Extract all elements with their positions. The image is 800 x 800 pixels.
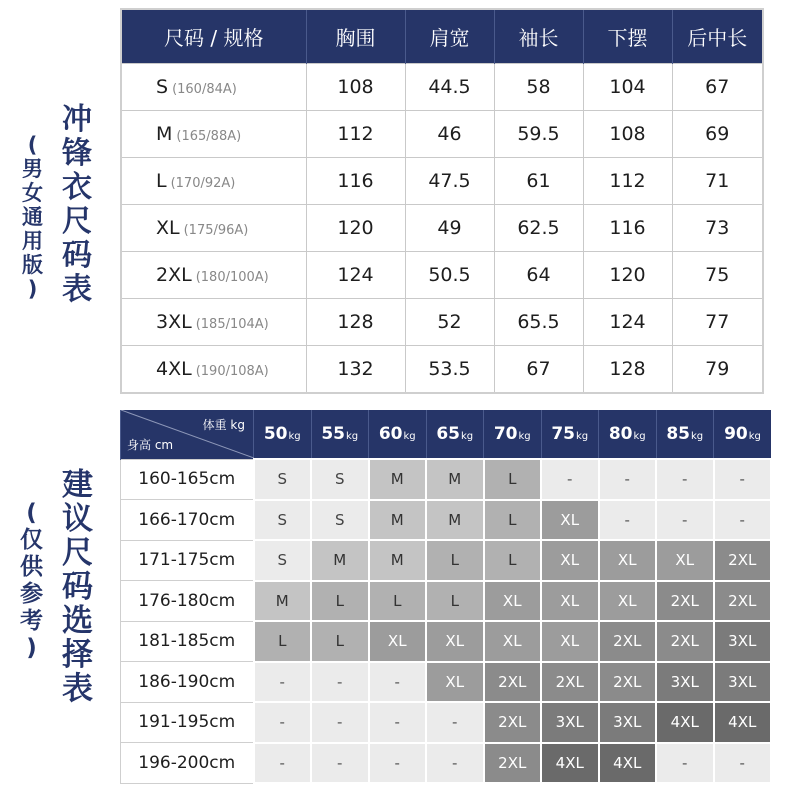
size-label-cell [121, 346, 306, 394]
size-label-cell [121, 299, 306, 346]
recommended-size-cell: 2XL [599, 662, 657, 703]
size-table-row [121, 64, 763, 111]
recommend-chart-title-char: 表 [62, 671, 93, 707]
height-axis-label: 身高 cm [127, 437, 174, 452]
recommended-size-cell: 2XL [484, 743, 542, 784]
recommend-chart-title-char: 建 [62, 467, 93, 503]
recommended-size-cell: XL [484, 581, 542, 622]
recommended-size-cell: L [484, 540, 542, 581]
size-height-chest-code: (180/100A) [195, 270, 269, 285]
recommended-size-cell: M [369, 540, 427, 581]
size-table-row [121, 111, 763, 158]
weight-value: 90 [724, 424, 748, 444]
recommended-size-cell: XL [426, 621, 484, 662]
measurement-cell: 59.5 [494, 111, 583, 158]
size-code: S [156, 76, 169, 98]
height-range-cell: 196-200cm [121, 743, 254, 784]
recommended-size-cell: M [369, 459, 427, 500]
measurement-cell: 116 [583, 205, 672, 252]
size-chart-title-char: 锋 [62, 136, 92, 171]
measurement-cell: 132 [306, 346, 405, 394]
recommended-size-cell: 3XL [599, 702, 657, 743]
recommend-chart-subtitle-char: ( [26, 500, 37, 526]
recommended-size-cell: - [369, 702, 427, 743]
size-chart-title-char: 衣 [62, 170, 92, 205]
recommend-chart-title-char: 码 [62, 569, 93, 605]
size-label-cell [121, 205, 306, 252]
weight-unit: kg [691, 431, 704, 442]
size-height-chest-code: (175/96A) [183, 223, 249, 238]
recommended-size-cell: L [254, 621, 312, 662]
measurement-cell: 120 [306, 205, 405, 252]
size-chart-subtitle-char: 版 [22, 253, 43, 277]
recommended-size-cell: L [426, 581, 484, 622]
recommend-chart-title [62, 467, 93, 708]
size-chart-title-char: 表 [62, 272, 92, 307]
recommended-size-cell: - [369, 743, 427, 784]
recommend-row [121, 581, 772, 622]
recommend-chart-title-char: 尺 [62, 535, 93, 571]
size-table-header-cell: 袖长 [494, 9, 583, 64]
height-range-cell: 166-170cm [121, 500, 254, 541]
weight-header-cell [656, 410, 714, 459]
measurement-cell: 77 [672, 299, 763, 346]
weight-unit: kg [403, 431, 416, 442]
recommended-size-cell: - [656, 459, 714, 500]
size-recommend-table [120, 410, 772, 784]
measurement-cell: 108 [306, 64, 405, 111]
size-table-header-row [121, 9, 763, 64]
size-table-header-cell: 尺码 / 规格 [121, 9, 306, 64]
recommended-size-cell: 4XL [541, 743, 599, 784]
recommended-size-cell: L [484, 459, 542, 500]
recommend-chart-subtitle-char: 供 [20, 554, 43, 580]
recommend-row [121, 540, 772, 581]
size-table-header-cell: 下摆 [583, 9, 672, 64]
weight-value: 75 [551, 424, 576, 444]
measurement-cell: 62.5 [494, 205, 583, 252]
size-code: M [156, 123, 173, 145]
weight-header-cell [426, 410, 484, 459]
measurement-cell: 120 [583, 252, 672, 299]
size-height-chest-code: (165/88A) [176, 129, 242, 144]
size-chart-subtitle [22, 135, 43, 303]
recommended-size-cell: L [369, 581, 427, 622]
measurement-cell: 112 [306, 111, 405, 158]
measurement-cell: 53.5 [405, 346, 494, 394]
size-chart-title-char: 尺 [62, 204, 92, 239]
weight-unit: kg [518, 431, 531, 442]
weight-header-cell [311, 410, 369, 459]
size-height-chest-code: (190/108A) [195, 364, 269, 379]
weight-value: 80 [608, 424, 633, 444]
recommended-size-cell: 4XL [599, 743, 657, 784]
recommended-size-cell: XL [541, 581, 599, 622]
measurement-cell: 67 [494, 346, 583, 394]
measurement-cell: 49 [405, 205, 494, 252]
recommended-size-cell: 3XL [714, 621, 772, 662]
size-label-cell [121, 111, 306, 158]
recommended-size-cell: XL [599, 540, 657, 581]
weight-unit: kg [748, 431, 761, 442]
recommend-chart-subtitle-char: 仅 [20, 527, 43, 553]
size-label-cell [121, 64, 306, 111]
recommended-size-cell: - [254, 743, 312, 784]
weight-value: 55 [321, 424, 346, 444]
height-range-cell: 186-190cm [121, 662, 254, 703]
recommended-size-cell: XL [541, 540, 599, 581]
measurement-cell: 50.5 [405, 252, 494, 299]
measurement-cell: 46 [405, 111, 494, 158]
recommend-chart-subtitle-char: ) [26, 635, 37, 661]
recommend-chart-title-char: 议 [62, 501, 93, 537]
recommend-row [121, 459, 772, 500]
size-spec-table [120, 8, 764, 394]
recommended-size-cell: S [254, 540, 312, 581]
size-chart-title-char: 冲 [62, 102, 92, 137]
recommended-size-cell: - [714, 459, 772, 500]
height-range-cell: 171-175cm [121, 540, 254, 581]
weight-header-cell [599, 410, 657, 459]
recommended-size-cell: XL [599, 581, 657, 622]
recommended-size-cell: S [311, 459, 369, 500]
recommend-chart-title-char: 择 [62, 637, 93, 673]
weight-unit: kg [633, 431, 646, 442]
recommended-size-cell: - [311, 743, 369, 784]
measurement-cell: 75 [672, 252, 763, 299]
measurement-cell: 67 [672, 64, 763, 111]
weight-header-cell [369, 410, 427, 459]
size-chart-subtitle-char: 女 [22, 181, 43, 205]
measurement-cell: 79 [672, 346, 763, 394]
measurement-cell: 58 [494, 64, 583, 111]
recommended-size-cell: 2XL [599, 621, 657, 662]
recommend-chart-subtitle-char: 考 [20, 608, 43, 634]
size-chart-subtitle-char: 男 [22, 157, 43, 181]
recommended-size-cell: M [426, 500, 484, 541]
recommend-chart-subtitle [20, 502, 43, 664]
recommended-size-cell: M [426, 459, 484, 500]
measurement-cell: 44.5 [405, 64, 494, 111]
measurement-cell: 104 [583, 64, 672, 111]
size-chart-title [62, 102, 92, 309]
size-table-row [121, 299, 763, 346]
measurement-cell: 128 [306, 299, 405, 346]
recommended-size-cell: 4XL [714, 702, 772, 743]
recommended-size-cell: XL [541, 621, 599, 662]
height-range-cell: 181-185cm [121, 621, 254, 662]
recommend-row [121, 621, 772, 662]
recommended-size-cell: S [254, 500, 312, 541]
recommend-chart-subtitle-char: 参 [20, 581, 43, 607]
weight-value: 85 [666, 424, 691, 444]
size-height-chest-code: (160/84A) [172, 82, 237, 97]
recommended-size-cell: - [714, 743, 772, 784]
size-height-chest-code: (170/92A) [170, 176, 236, 191]
measurement-cell: 128 [583, 346, 672, 394]
recommended-size-cell: XL [426, 662, 484, 703]
weight-value: 60 [378, 424, 403, 444]
weight-axis-label: 体重 kg [202, 418, 245, 432]
recommended-size-cell: XL [484, 621, 542, 662]
weight-header-cell [541, 410, 599, 459]
measurement-cell: 65.5 [494, 299, 583, 346]
measurement-cell: 124 [583, 299, 672, 346]
recommended-size-cell: - [656, 500, 714, 541]
recommended-size-cell: - [599, 500, 657, 541]
recommended-size-cell: - [426, 702, 484, 743]
recommended-size-cell: S [311, 500, 369, 541]
size-code: L [156, 170, 167, 192]
recommended-size-cell: L [484, 500, 542, 541]
weight-header-cell [484, 410, 542, 459]
height-range-cell: 160-165cm [121, 459, 254, 500]
measurement-cell: 73 [672, 205, 763, 252]
height-range-cell: 176-180cm [121, 581, 254, 622]
recommended-size-cell: M [369, 500, 427, 541]
size-table-header-cell: 胸围 [306, 9, 405, 64]
height-range-cell: 191-195cm [121, 702, 254, 743]
measurement-cell: 124 [306, 252, 405, 299]
weight-value: 65 [436, 424, 461, 444]
size-table-row [121, 205, 763, 252]
size-label-cell [121, 158, 306, 205]
size-height-chest-code: (185/104A) [195, 317, 269, 332]
measurement-cell: 64 [494, 252, 583, 299]
recommended-size-cell: - [656, 743, 714, 784]
recommend-header-row [121, 410, 772, 459]
recommended-size-cell: - [426, 743, 484, 784]
size-code: 3XL [156, 311, 192, 333]
recommended-size-cell: 3XL [714, 662, 772, 703]
size-table-row [121, 346, 763, 394]
weight-value: 70 [493, 424, 518, 444]
size-chart-subtitle-char: ) [27, 277, 38, 301]
size-table-header-cell: 肩宽 [405, 9, 494, 64]
size-chart-subtitle-char: ( [27, 133, 38, 157]
recommend-row [121, 743, 772, 784]
weight-header-cell [254, 410, 312, 459]
weight-value: 50 [263, 424, 288, 444]
recommended-size-cell: 4XL [656, 702, 714, 743]
size-code: 4XL [156, 358, 192, 380]
recommended-size-cell: - [254, 702, 312, 743]
recommended-size-cell: - [541, 459, 599, 500]
size-code: XL [156, 217, 180, 239]
size-label-cell [121, 252, 306, 299]
recommended-size-cell: 2XL [656, 581, 714, 622]
recommended-size-cell: S [254, 459, 312, 500]
size-table-row [121, 158, 763, 205]
measurement-cell: 52 [405, 299, 494, 346]
recommended-size-cell: - [369, 662, 427, 703]
recommended-size-cell: - [599, 459, 657, 500]
size-chart-subtitle-char: 用 [22, 229, 43, 253]
recommended-size-cell: - [311, 702, 369, 743]
recommended-size-cell: L [311, 621, 369, 662]
measurement-cell: 108 [583, 111, 672, 158]
size-chart-title-char: 码 [62, 238, 92, 273]
recommended-size-cell: XL [369, 621, 427, 662]
recommended-size-cell: 2XL [714, 540, 772, 581]
weight-unit: kg [576, 431, 589, 442]
recommended-size-cell: 2XL [484, 702, 542, 743]
recommended-size-cell: M [254, 581, 312, 622]
recommended-size-cell: XL [541, 500, 599, 541]
measurement-cell: 112 [583, 158, 672, 205]
recommended-size-cell: 3XL [541, 702, 599, 743]
weight-unit: kg [461, 431, 474, 442]
table-corner-header [121, 410, 254, 459]
measurement-cell: 116 [306, 158, 405, 205]
recommend-row [121, 702, 772, 743]
size-chart-subtitle-char: 通 [22, 205, 43, 229]
measurement-cell: 61 [494, 158, 583, 205]
recommended-size-cell: 3XL [656, 662, 714, 703]
recommended-size-cell: 2XL [541, 662, 599, 703]
recommended-size-cell: 2XL [484, 662, 542, 703]
recommended-size-cell: L [426, 540, 484, 581]
measurement-cell: 69 [672, 111, 763, 158]
recommended-size-cell: XL [656, 540, 714, 581]
recommend-chart-title-char: 选 [62, 603, 93, 639]
recommend-row [121, 500, 772, 541]
recommended-size-cell: M [311, 540, 369, 581]
size-table-row [121, 252, 763, 299]
weight-unit: kg [288, 431, 301, 442]
size-code: 2XL [156, 264, 192, 286]
recommended-size-cell: - [311, 662, 369, 703]
recommended-size-cell: - [254, 662, 312, 703]
size-table-header-cell: 后中长 [672, 9, 763, 64]
measurement-cell: 71 [672, 158, 763, 205]
recommended-size-cell: 2XL [714, 581, 772, 622]
weight-unit: kg [346, 431, 359, 442]
recommended-size-cell: L [311, 581, 369, 622]
recommend-row [121, 662, 772, 703]
recommended-size-cell: 2XL [656, 621, 714, 662]
measurement-cell: 47.5 [405, 158, 494, 205]
recommended-size-cell: - [714, 500, 772, 541]
weight-header-cell [714, 410, 772, 459]
